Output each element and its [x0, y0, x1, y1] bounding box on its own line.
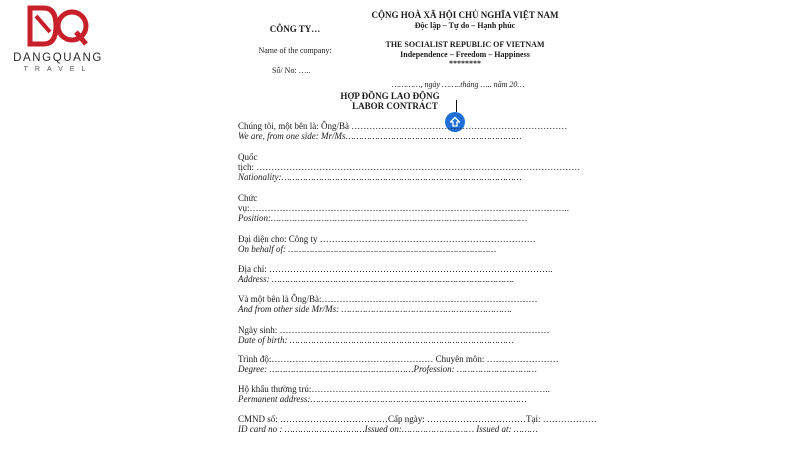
on-behalf-field-en: On behalf of: ……………………………………………………………………: [238, 244, 497, 254]
company-label: CÔNG TY…: [269, 24, 321, 34]
nationality-field-en: Nationality:………………………………………………………………………………: [238, 172, 522, 182]
country-name-vi: CỘNG HOÀ XÃ HỘI CHỦ NGHĨA VIỆT NAM: [371, 10, 559, 20]
nationality-field: tịch: ………………………………………………………………………………………………: [238, 162, 581, 172]
position-field-en: Position:……………………………………………………………………………………: [238, 213, 528, 223]
contract-title-en: LABOR CONTRACT: [352, 101, 438, 111]
party-b-name: Và một bên là Ông/Bà:………………………………………………………………: [238, 294, 538, 304]
birth-date-field: Ngày sinh: ………………………………………………………………………………: [238, 325, 550, 335]
party-a-name: Chúng tôi, một bên là: Ông/Bà ………………………………………………………………: [238, 121, 568, 131]
position-field: vụ:……………………………………………………………………………………………..: [238, 203, 570, 213]
degree-field-en: Degree: ………………………………………………Profession: …………………………: [238, 364, 537, 374]
on-behalf-field: Đại diện cho: Công ty ………………………………………………………………: [238, 234, 536, 244]
permanent-address-field-en: Permanent address:………………………………………………………………………: [238, 394, 527, 404]
brand-tagline: TRAVEL: [23, 66, 93, 73]
degree-field: Trình độ:……………………………………………… Chuyên môn: ……………………: [238, 354, 559, 364]
document-number: Số/ No: …..: [272, 66, 311, 75]
address-field-en: Address: ……………………………………………………………………………….: [238, 274, 515, 284]
party-b-name-en: And from other side Mr/Ms: ……………………………………………………….: [238, 304, 512, 314]
brand-logo: [8, 4, 108, 76]
permanent-address-field: Hộ khẩu thường trú:……………………………………………………………………..: [238, 384, 550, 394]
birth-date-field-en: Date of birth: …………………………………………………………………………: [238, 335, 514, 345]
date-line: …………, ngày ……..tháng ….. năm 20…: [392, 80, 525, 89]
party-a-name-en: We are, from one side: Mr/Ms…………………………………………………………: [238, 131, 522, 141]
country-name-en: THE SOCIALIST REPUBLIC OF VIETNAM: [385, 40, 545, 49]
company-label-en: Name of the company:: [258, 46, 332, 55]
brand-name: DANGQUANG: [13, 52, 103, 64]
contract-title-vi: HỢP ĐỒNG LAO ĐỘNG: [340, 91, 440, 101]
address-field: Địa chỉ: …………………………………………………………………………………..: [238, 264, 553, 274]
stars-divider: ********: [449, 59, 481, 68]
position-label: Chức: [238, 193, 258, 203]
nationality-label: Quốc: [238, 152, 258, 162]
motto-vi: Độc lập – Tự do – Hạnh phúc: [414, 21, 516, 30]
id-card-field: CMND số: ………………………………Cấp ngày: ……………………………Tại: ………………: [238, 414, 597, 424]
id-card-field-en: ID card no : …………………………Issued on:……………………… Issued at: ………: [238, 424, 538, 434]
motto-en: Independence – Freedom – Happiness: [400, 50, 530, 59]
text-cursor: [456, 100, 457, 112]
dq-logo-icon: [26, 4, 90, 50]
